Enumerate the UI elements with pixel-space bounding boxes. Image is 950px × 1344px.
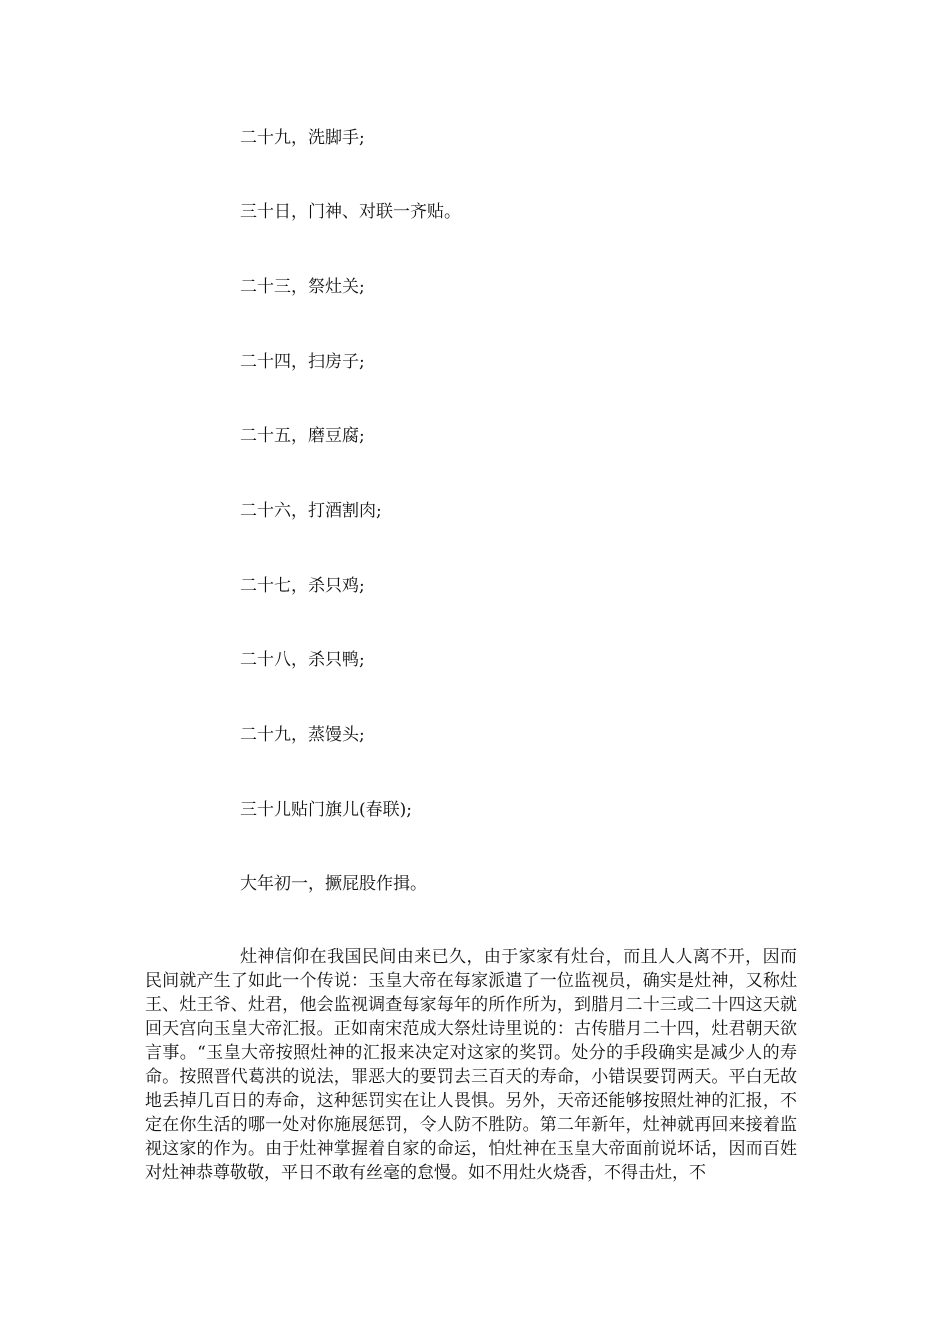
list-line: 三十日，门神、对联一齐贴。 — [240, 202, 461, 222]
list-line: 二十七，杀只鸡; — [240, 576, 365, 596]
list-line: 二十九，蒸馒头; — [240, 725, 365, 745]
list-line: 三十儿贴门旗儿(春联); — [240, 800, 412, 820]
list-line: 大年初一，撅屁股作揖。 — [240, 874, 427, 894]
list-line: 二十八，杀只鸭; — [240, 650, 365, 670]
list-line: 二十四，扫房子; — [240, 352, 365, 372]
list-line: 二十六，打酒割肉; — [240, 501, 382, 521]
list-line: 二十三，祭灶关; — [240, 277, 365, 297]
list-line: 二十五，磨豆腐; — [240, 426, 365, 446]
body-paragraph: 灶神信仰在我国民间由来已久，由于家家有灶台，而且人人离不开，因而民间就产生了如此一个传说：玉皇大帝在每家派遣了一位监视员，确实是灶神，又称灶王、灶王爷、灶君，他会监视调查每家每年的所作所为，到腊月二十三或二十四这天就回天宫向玉皇大帝汇报。正如南宋范成大祭灶诗里说的：古传腊月二十四，灶君朝天欲言事。“玉皇大帝按照灶神的汇报来决定对这家的奖罚。处分的手段确实是减少人的寿命。按照晋代葛洪的说法，罪恶大的要罚去三百天的寿命，小错误要罚两天。平白无故地丢掉几百日的寿命，这种惩罚实在让人畏惧。另外，天帝还能够按照灶神的汇报，不定在你生活的哪一处对你施展惩罚，令人防不胜防。第二年新年，灶神就再回来接着监视这家的作为。由于灶神掌握着自家的命运，怕灶神在玉皇大帝面前说坏话，因而百姓对灶神恭尊敬敬，平日不敢有丝毫的怠慢。如不用灶火烧香，不得击灶，不 — [145, 947, 797, 1183]
list-line: 二十九，洗脚手; — [240, 128, 365, 148]
